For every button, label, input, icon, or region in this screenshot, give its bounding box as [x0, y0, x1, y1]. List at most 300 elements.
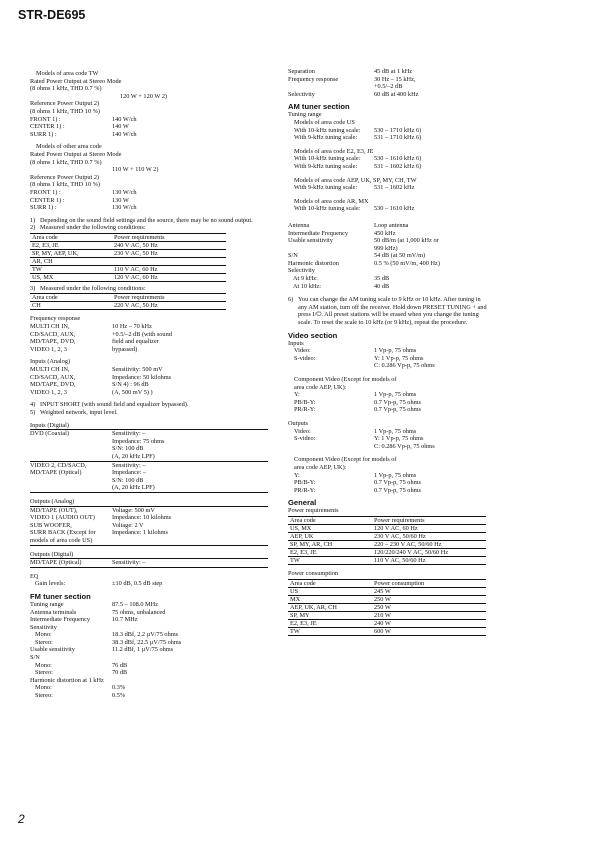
- page-number: 2: [18, 812, 25, 826]
- spec-row: [288, 260, 558, 268]
- footnote-number: 5): [30, 409, 36, 416]
- text-line: Inputs (Digital): [30, 421, 69, 429]
- footnote-number: 4): [30, 401, 36, 409]
- spec-row: [30, 537, 268, 545]
- spec-value: 1 Vp-p, 75 ohms: [374, 471, 417, 479]
- table-cell: E2, E3, JE: [30, 241, 112, 249]
- spec-label: S-video:: [294, 435, 316, 443]
- spec-value: 140 W: [112, 123, 129, 131]
- text-line: Power requirements: [288, 507, 339, 515]
- spec-label: CD/SACD, AUX,: [30, 330, 76, 338]
- footnote-text: You can change the AM tuning scale to 9 kHz or 10 kHz. After tuning in any AM station, turn off the receiver. Hold down PRESET TUNING + and press I/⏻. All preset stations will be erased when you change the tuning scale. To reset the scale to 10 kHz (or 9 kHz), repeat the procedure.: [298, 296, 487, 327]
- spec-label: SURR 1) :: [30, 130, 57, 138]
- spec-row: [30, 331, 268, 339]
- text-line: EQ: [30, 572, 39, 580]
- spec-label: Intermediate Frequency: [288, 229, 348, 237]
- spec-label: Intermediate Frequency: [30, 616, 90, 624]
- spec-label: Mono:: [35, 684, 52, 692]
- spec-value: Sensitivity: 500 mV: [112, 366, 163, 374]
- spec-row: [288, 222, 558, 230]
- spec-value: Impedance: 10 kilohms: [112, 514, 172, 522]
- table-cell: 110 V AC, 50/60 Hz: [372, 556, 486, 564]
- spec-label: Sensitivity: [30, 623, 57, 631]
- spec-label: models of area code US): [30, 536, 93, 544]
- spec-row: [288, 472, 558, 480]
- spec-row: [30, 669, 268, 677]
- spec-label: Gain levels:: [35, 580, 66, 588]
- spec-value: 0.7 Vp-p, 75 ohms: [374, 479, 421, 487]
- text-line: (8 ohms 1 kHz, THD 0.7 %): [30, 158, 102, 166]
- value-line: Sensitivity: –: [112, 430, 146, 438]
- spec-value: 530 – 1710 kHz 6): [374, 126, 422, 134]
- spec-label: Harmonic distortion: [288, 259, 339, 267]
- text-line: Component Video (Except for models of: [294, 376, 397, 383]
- text-line: Inputs (Analog): [30, 358, 71, 366]
- spec-label: Video:: [294, 347, 311, 355]
- table-header-row: [30, 294, 226, 302]
- footnote-number: 2): [30, 224, 36, 232]
- spec-value: (A, 500 mV 5) ): [112, 388, 153, 396]
- footnote: [288, 296, 488, 326]
- table-header-row: [30, 233, 226, 241]
- spec-value: C: 0.286 Vp-p, 75 ohms: [374, 442, 435, 450]
- text-line: area code AEP, UK):: [294, 463, 347, 471]
- table-cell: TW: [30, 265, 112, 273]
- spec-label: Mono:: [35, 661, 52, 669]
- table-cell: 250 W: [372, 603, 486, 611]
- spec-label: CENTER 1) :: [30, 123, 65, 131]
- text-line: Reference Power Output 2): [30, 173, 100, 181]
- spec-row: [288, 435, 558, 443]
- spec-label: With 9-kHz tuning scale:: [294, 184, 358, 192]
- text-line: Models of area code AEP, UK, SP, MY, CH, TW: [294, 176, 417, 184]
- spec-value: [112, 430, 164, 460]
- table-row: [288, 532, 486, 540]
- table-cell: AEP, UK, AR, CH: [288, 603, 372, 611]
- table-cell: 600 W: [372, 627, 486, 635]
- spec-row: [288, 479, 558, 487]
- section-heading: FM tuner section: [30, 591, 91, 601]
- spec-row: [30, 514, 268, 522]
- table-header-cell: Area code: [288, 579, 372, 587]
- spec-label: MULTI CH IN,: [30, 366, 70, 374]
- table-cell: SP, MY: [288, 611, 372, 619]
- spec-value: 999 kHz): [374, 244, 398, 252]
- spec-label: Frequency response: [288, 75, 339, 83]
- spec-label: [288, 362, 294, 369]
- table-cell: 110 V AC, 60 Hz: [112, 265, 226, 273]
- footnote-text: Weighted network, input level.: [40, 409, 118, 416]
- text-line: Outputs (Digital): [30, 550, 74, 558]
- spec-value: 35 dB: [374, 275, 390, 283]
- right-column: [288, 68, 558, 639]
- spec-row: [30, 522, 268, 530]
- spec-label: Tuning range: [30, 600, 64, 608]
- section-heading: AM tuner section: [288, 102, 350, 112]
- spec-label: SUB WOOFER,: [30, 521, 72, 529]
- text-line: Models of area code TW: [36, 70, 99, 77]
- table-cell: 220 V AC, 50 Hz: [112, 302, 226, 310]
- spec-value: 531 – 1602 kHz 6): [374, 162, 422, 170]
- spec-row: [30, 609, 268, 617]
- spec-value: Voltage: 500 mV: [112, 506, 155, 514]
- text-line: Rated Power Output at Stereo Mode: [30, 77, 122, 85]
- spec-value: 10.7 MHz: [112, 616, 138, 624]
- spec-value: 54 dB (at 50 mV/m): [374, 252, 426, 260]
- table-cell: 240 V AC, 50 Hz: [112, 241, 226, 249]
- table-cell: US: [288, 587, 372, 595]
- table-cell: E2, E3, JE: [288, 619, 372, 627]
- text-line: Power consumption: [288, 569, 339, 577]
- spec-label: CENTER 1) :: [30, 196, 65, 204]
- spec-row: [30, 381, 268, 389]
- spec-value: 130 W: [112, 196, 129, 204]
- spec-row: [30, 389, 268, 397]
- spec-label: MD/TAPE, DVD,: [30, 381, 76, 389]
- footnote: [30, 409, 268, 417]
- table-header-cell: Power consumption: [372, 579, 486, 587]
- spec-label: Harmonic distortion at 1 kHz: [30, 676, 104, 684]
- table-row: [288, 587, 486, 595]
- spec-value: 60 dB at 400 kHz: [374, 90, 419, 98]
- spec-value: 38.3 dBf, 22.5 µV/75 ohms: [112, 638, 182, 646]
- spec-row: [288, 252, 558, 260]
- text-line: (8 ohms 1 kHz, THD 10 %): [30, 181, 101, 189]
- spec-label: PR/R-Y:: [294, 406, 316, 414]
- footnote-number: 3): [30, 284, 36, 292]
- spec-label: Usable sensitivity: [288, 237, 333, 245]
- table-header-cell: Power requirements: [372, 516, 486, 524]
- spec-label: Stereo:: [35, 669, 53, 677]
- spec-label: Stereo:: [35, 638, 53, 646]
- table-cell: CH: [30, 302, 112, 310]
- spec-row: [30, 131, 268, 139]
- table-header-cell: Power requirements: [112, 294, 226, 302]
- footnote-text: Depending on the sound field settings and the source, there may be no sound output.: [40, 216, 253, 224]
- rated-value: 110 W + 110 W 2): [112, 166, 159, 174]
- spec-row: [30, 529, 268, 537]
- spec-value: 1 Vp-p, 75 ohms: [374, 347, 417, 355]
- spec-label: VIDEO 1, 2, 3: [30, 345, 67, 353]
- footnote: [30, 217, 268, 225]
- spec-row: [30, 631, 268, 639]
- spec-value: Loop antenna: [374, 221, 409, 229]
- spec-row: [288, 355, 558, 363]
- spec-label: Mono:: [35, 631, 52, 639]
- table-cell: 210 W: [372, 611, 486, 619]
- spec-value: 10 Hz – 70 kHz: [112, 323, 152, 331]
- spec-row: [288, 127, 558, 135]
- footnote-text: Measured under the following conditions:: [40, 224, 146, 232]
- spec-label: Y:: [294, 471, 300, 479]
- spec-label: MD/TAPE (OUT),: [30, 506, 78, 514]
- table-row: [30, 273, 226, 281]
- table-cell: MX: [288, 595, 372, 603]
- spec-value: Y: 1 Vp-p, 75 ohms: [374, 435, 424, 443]
- spec-row: [288, 267, 558, 275]
- table-row: [30, 249, 226, 257]
- spec-row: [30, 374, 268, 382]
- spec-value: 450 kHz: [374, 229, 396, 237]
- table-cell: US, MX: [288, 524, 372, 532]
- table-cell: 250 W: [372, 595, 486, 603]
- text-line: Rated Power Output at Stereo Mode: [30, 150, 122, 158]
- footnote-text: INPUT SHORT (with sound field and equalizer bypassed).: [40, 401, 189, 409]
- text-line: Inputs: [288, 339, 304, 347]
- page-title: STR-DE695: [18, 8, 86, 22]
- spec-label: FRONT 1) :: [30, 188, 61, 196]
- spec-row: [30, 346, 268, 354]
- value-line: Impedance: 75 ohms: [112, 437, 165, 445]
- spec-label: Y:: [294, 391, 300, 399]
- spec-row: [288, 155, 558, 163]
- spec-label: Separation: [288, 68, 315, 75]
- spec-row: [288, 428, 558, 436]
- spec-value: ±10 dB, 0.5 dB step: [112, 580, 163, 588]
- table-row: [30, 265, 226, 273]
- digital-block: [30, 461, 268, 493]
- spec-value: Y: 1 Vp-p, 75 ohms: [374, 354, 424, 362]
- spec-row: [288, 347, 558, 355]
- footnote-text: Measured under the following conditions:: [40, 284, 146, 292]
- spec-row: [288, 283, 558, 291]
- spec-row: [288, 399, 558, 407]
- spec-value: 0.3%: [112, 684, 126, 692]
- spec-value: 30 Hz – 15 kHz,: [374, 75, 416, 83]
- spec-value: 0.5 % (50 mV/m, 400 Hz): [374, 259, 440, 267]
- spec-value: 0.5%: [112, 692, 126, 700]
- spec-label: At 10 kHz:: [293, 282, 321, 290]
- table-cell: US, MX: [30, 273, 112, 281]
- value-line: (A, 20 kHz LPF): [112, 452, 155, 460]
- spec-label: With 10-kHz tuning scale:: [294, 126, 361, 134]
- text-line: Outputs (Analog): [30, 497, 75, 505]
- table-cell: E2, E3, JE: [288, 548, 372, 556]
- spec-table: [288, 579, 486, 636]
- text-line: Frequency response: [30, 315, 81, 323]
- spec-label: MULTI CH IN,: [30, 323, 70, 331]
- table-row: [288, 540, 486, 548]
- spec-label: PB/B-Y:: [294, 479, 316, 487]
- table-header-cell: Power requirements: [112, 233, 226, 241]
- spec-row: [288, 91, 558, 99]
- text-line: Models of area code E2, E3, JE: [294, 147, 374, 155]
- footnote-number: 6): [288, 296, 294, 304]
- spec-table: [30, 233, 226, 282]
- spec-row: [288, 83, 558, 91]
- spec-label: With 10-kHz tuning scale:: [294, 155, 361, 163]
- spec-value: +0.5/–2 dB: [374, 83, 403, 91]
- table-cell: [112, 257, 226, 265]
- spec-value: 130 W/ch: [112, 204, 137, 212]
- spec-value: 40 dB: [374, 282, 390, 290]
- spec-label: Video:: [294, 427, 311, 435]
- spec-label: Usable sensitivity: [30, 646, 75, 654]
- table-row: [288, 548, 486, 556]
- spec-label: Selectivity: [288, 267, 315, 275]
- table-row: [288, 603, 486, 611]
- spec-row: [288, 163, 558, 171]
- spec-row: [288, 245, 558, 253]
- text-line: Tuning range: [288, 111, 322, 119]
- table-cell: 120 V AC, 60 Hz: [372, 524, 486, 532]
- footnote: [30, 285, 268, 293]
- footnote-number: 1): [30, 216, 36, 224]
- table-cell: TW: [288, 556, 372, 564]
- text-line: (8 ohms 1 kHz, THD 0.7 %): [30, 85, 102, 93]
- spec-row: [30, 654, 268, 662]
- spec-row: [30, 624, 268, 632]
- spec-row: [30, 692, 268, 700]
- value-line: Impedance: –: [112, 469, 147, 477]
- table-row: [288, 627, 486, 635]
- spec-value: 0.7 Vp-p, 75 ohms: [374, 486, 421, 494]
- text-line: Models of area code US: [294, 118, 355, 126]
- spec-row: [288, 68, 558, 76]
- spacer: [288, 213, 558, 222]
- spec-label: PB/B-Y:: [294, 398, 316, 406]
- spec-row: [288, 230, 558, 238]
- spec-row: [30, 580, 268, 588]
- spec-row: [30, 684, 268, 692]
- spec-value: Voltage: 2 V: [112, 521, 144, 529]
- spec-value: +0.5/–2 dB (with sound: [112, 330, 172, 338]
- spec-row: [30, 616, 268, 624]
- spec-row: [288, 205, 558, 213]
- spec-value: 1 Vp-p, 75 ohms: [374, 427, 417, 435]
- spec-value: 140 W/ch: [112, 130, 137, 138]
- table-header-cell: Area code: [288, 516, 372, 524]
- table-row: [288, 595, 486, 603]
- spec-value: field and equalizer: [112, 338, 159, 346]
- value-line: S/N: 100 dB: [112, 445, 144, 453]
- table-header-cell: Area code: [30, 294, 112, 302]
- value-line: Sensitivity: –: [112, 461, 146, 469]
- spec-label: With 9-kHz tuning scale:: [294, 162, 358, 170]
- spec-value: Impedance: 50 kilohms: [112, 373, 172, 381]
- spec-row: [288, 184, 558, 192]
- spec-label: Antenna: [288, 221, 310, 229]
- table-cell: 240 W: [372, 619, 486, 627]
- section-heading: General: [288, 498, 317, 508]
- spec-label: S/N: [288, 252, 298, 260]
- spec-value: 1 Vp-p, 75 ohms: [374, 391, 417, 399]
- spec-row: [288, 237, 558, 245]
- spec-label: SURR BACK (Except for: [30, 529, 96, 537]
- spec-value: 75 ohms, unbalanced: [112, 608, 166, 616]
- table-header-cell: Area code: [30, 233, 112, 241]
- spec-value: Sensitivity: –: [112, 559, 146, 567]
- table-row: [288, 619, 486, 627]
- spec-label: MD/TAPE, DVD,: [30, 338, 76, 346]
- outputs-digital-box: [30, 558, 268, 568]
- value-line: S/N: 100 dB: [112, 476, 144, 484]
- table-row: [30, 241, 226, 249]
- spec-row: [30, 123, 268, 131]
- outputs-analog-box: [30, 506, 268, 546]
- table-row: [288, 556, 486, 564]
- spec-label: VIDEO 1 (AUDIO OUT): [30, 514, 95, 522]
- table-header-row: [288, 516, 486, 524]
- table-cell: TW: [288, 627, 372, 635]
- table-row: [30, 302, 226, 310]
- spec-label: CD/SACD, AUX,: [30, 373, 76, 381]
- value-line: (A, 20 kHz LPF): [112, 484, 155, 492]
- spec-label: PR/R-Y:: [294, 486, 316, 494]
- spec-row: [30, 197, 268, 205]
- table-header-row: [288, 579, 486, 587]
- spec-value: 76 dB: [112, 661, 128, 669]
- table-row: [288, 611, 486, 619]
- spec-row: [288, 443, 558, 451]
- spec-row: [288, 134, 558, 142]
- text-line: Outputs: [288, 419, 308, 427]
- spec-row: [30, 366, 268, 374]
- spec-value: 18.3 dBf, 2.2 µV/75 ohms: [112, 631, 179, 639]
- spec-value: 70 dB: [112, 669, 128, 677]
- rated-value: 120 W + 120 W 2): [120, 92, 167, 100]
- spec-value: S/N 4) : 96 dB: [112, 381, 149, 389]
- spec-row: [288, 362, 558, 370]
- spec-row: [30, 677, 268, 685]
- text-line: area code AEP, UK):: [294, 383, 347, 391]
- spec-value: 45 dB at 1 kHz: [374, 68, 413, 75]
- table-cell: 120 V AC, 60 Hz: [112, 273, 226, 281]
- spec-value: 11.2 dBf, 1 µV/75 ohms: [112, 646, 174, 654]
- spec-value: 530 – 1610 kHz: [374, 205, 415, 213]
- table-cell: AEP, UK: [288, 532, 372, 540]
- spec-row: [30, 601, 268, 609]
- text-line: Reference Power Output 2): [30, 100, 100, 108]
- spec-value: 531 – 1710 kHz 6): [374, 134, 422, 142]
- spec-row: [30, 559, 268, 567]
- spec-value: 0.7 Vp-p, 75 ohms: [374, 406, 421, 414]
- spec-row: [288, 406, 558, 414]
- spec-table: [288, 516, 486, 565]
- table-cell: 230 V AC, 50 Hz: [112, 249, 226, 257]
- spec-row: [288, 76, 558, 84]
- spec-label: Antenna terminals: [30, 608, 77, 616]
- spec-label: S-video:: [294, 354, 316, 362]
- spec-label: DVD (Coaxial): [30, 430, 69, 438]
- spec-row: [30, 116, 268, 124]
- table-cell: 230 V AC, 50/60 Hz: [372, 532, 486, 540]
- table-row: [288, 524, 486, 532]
- spec-value: 140 W/ch: [112, 115, 137, 123]
- spec-row: [288, 487, 558, 495]
- spec-row: [30, 338, 268, 346]
- spec-value: 50 dB/m (at 1,000 kHz or: [374, 237, 439, 245]
- spec-table: [30, 293, 226, 310]
- table-row: [30, 257, 226, 265]
- spec-row: [30, 507, 268, 515]
- spec-label: With 10-kHz tuning scale:: [294, 205, 361, 213]
- table-cell: 220 – 230 V AC, 50/60 Hz: [372, 540, 486, 548]
- section-heading: Video section: [288, 330, 338, 340]
- spec-label: FRONT 1) :: [30, 115, 61, 123]
- spec-label: VIDEO 1, 2, 3: [30, 388, 67, 396]
- spec-label: With 9-kHz tuning scale:: [294, 134, 358, 142]
- spec-label: SURR 1) :: [30, 204, 57, 212]
- spec-value: 87.5 – 108.0 MHz: [112, 600, 158, 608]
- footnote: [30, 401, 268, 409]
- label-line: VIDEO 2, CD/SACD,: [30, 461, 87, 469]
- spec-value: 130 W/ch: [112, 188, 137, 196]
- spec-value: 0.7 Vp-p, 75 ohms: [374, 398, 421, 406]
- table-cell: 245 W: [372, 587, 486, 595]
- spec-row: [30, 189, 268, 197]
- spec-row: [30, 323, 268, 331]
